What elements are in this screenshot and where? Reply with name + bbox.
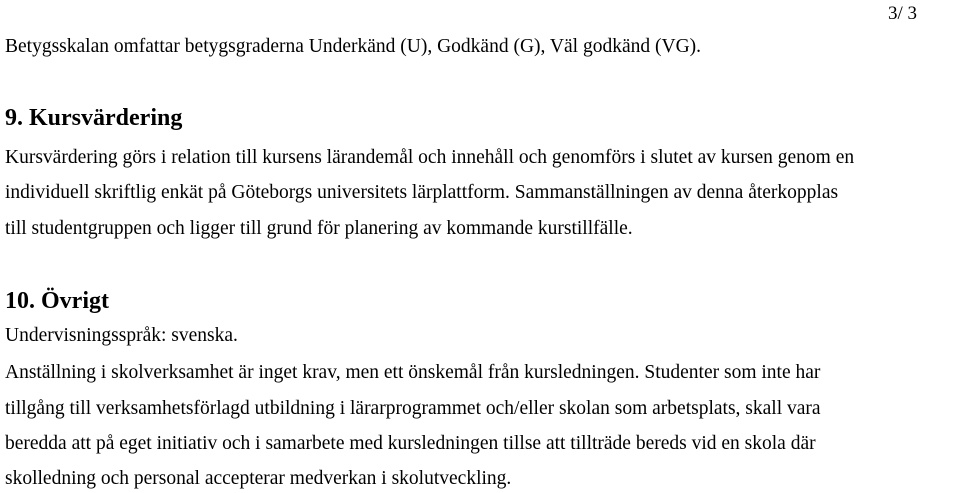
section-9-line: Kursvärdering görs i relation till kursens lärandemål och innehåll och genomförs i slutet av kursen genom en <box>5 147 855 168</box>
section-10-heading: 10. Övrigt <box>5 288 109 314</box>
section-10-line: Undervisningsspråk: svenska. <box>5 325 238 346</box>
section-10-line: tillgång till verksamhetsförlagd utbildning i lärarprogrammet och/eller skolan som arbetsplats, skall vara <box>5 398 821 419</box>
section-10-line: Anställning i skolverksamhet är inget krav, men ett önskemål från kursledningen. Studenter som inte har <box>5 362 821 383</box>
section-9-heading: 9. Kursvärdering <box>5 105 183 131</box>
section-9-line: individuell skriftlig enkät på Göteborgs universitets lärplattform. Sammanställningen av denna återkopplas <box>5 182 839 203</box>
section-10-line: beredda att på eget initiativ och i samarbete med kursledningen tillse att tillträde bereds vid en skola där <box>5 433 816 454</box>
grading-scale-text: Betygsskalan omfattar betygsgraderna Underkänd (U), Godkänd (G), Väl godkänd (VG). <box>5 36 702 57</box>
section-10-line: skolledning och personal accepterar medverkan i skolutveckling. <box>5 468 512 489</box>
page-number: 3/ 3 <box>887 3 917 24</box>
section-9-line: till studentgruppen och ligger till grund för planering av kommande kurstillfälle. <box>5 218 633 239</box>
